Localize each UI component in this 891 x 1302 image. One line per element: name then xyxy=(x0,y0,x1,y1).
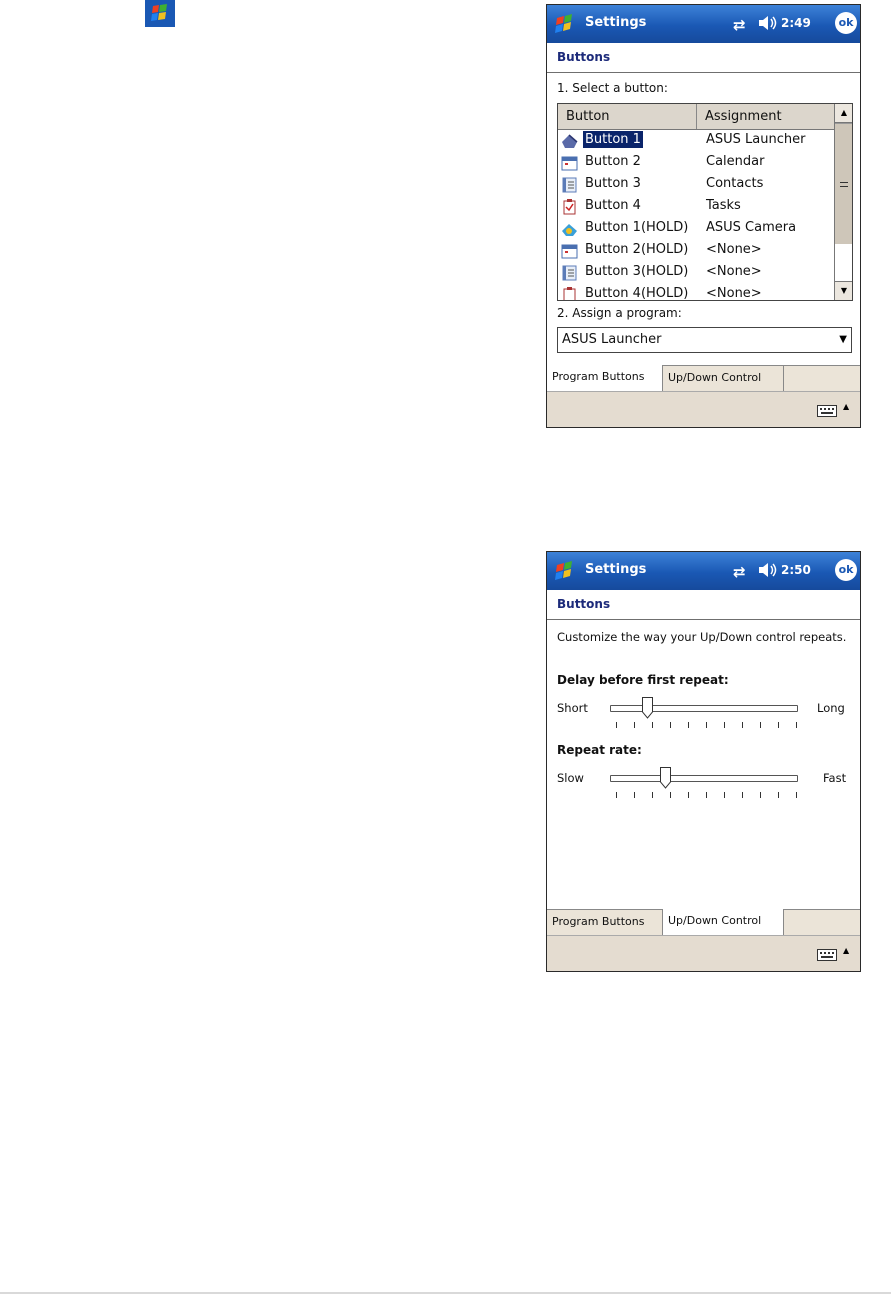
list-row-button-3-hold[interactable]: Button 3(HOLD) <None> xyxy=(558,262,834,284)
windows-start-icon[interactable] xyxy=(551,557,579,585)
scrollbar-track[interactable] xyxy=(835,244,853,281)
camera-icon xyxy=(561,221,578,237)
program-dropdown-value: ASUS Launcher xyxy=(562,332,662,347)
rate-max-label: Fast xyxy=(823,771,847,785)
list-row-button-4[interactable]: Button 4 Tasks xyxy=(558,196,834,218)
tasks-icon xyxy=(561,287,578,300)
list-row-button-2-hold[interactable]: Button 2(HOLD) <None> xyxy=(558,240,834,262)
volume-icon[interactable] xyxy=(757,15,779,31)
rate-min-label: Slow xyxy=(557,771,584,785)
delay-slider-thumb[interactable] xyxy=(642,697,653,719)
title-bar xyxy=(547,5,860,43)
clock[interactable]: 2:50 xyxy=(781,563,811,577)
heading-bar xyxy=(547,43,860,73)
delay-min-label: Short xyxy=(557,701,588,715)
list-row-button-2[interactable]: Button 2 Calendar xyxy=(558,152,834,174)
page-heading: Buttons xyxy=(557,597,611,611)
assign-program-label: 2. Assign a program: xyxy=(557,306,682,320)
tab-up-down-control[interactable]: Up/Down Control xyxy=(663,366,784,391)
volume-icon[interactable] xyxy=(757,562,779,578)
delay-slider-track[interactable] xyxy=(610,705,798,712)
chevron-down-icon[interactable]: ▼ xyxy=(839,334,847,345)
windows-start-icon xyxy=(145,0,175,27)
connectivity-icon[interactable]: ⇄ xyxy=(733,16,746,34)
delay-slider-ticks xyxy=(616,722,798,730)
program-dropdown[interactable] xyxy=(557,327,852,353)
rate-slider-ticks xyxy=(616,792,798,800)
screen-up-down-control xyxy=(546,551,861,972)
tab-program-buttons[interactable]: Program Buttons xyxy=(547,910,663,935)
select-button-label: 1. Select a button: xyxy=(557,81,668,95)
scroll-down-arrow-icon[interactable]: ▼ xyxy=(835,281,853,300)
repeat-rate-label: Repeat rate: xyxy=(557,743,642,757)
keyboard-icon[interactable] xyxy=(817,949,837,961)
connectivity-icon[interactable]: ⇄ xyxy=(733,563,746,581)
list-row-button-1-hold[interactable]: Button 1(HOLD) ASUS Camera xyxy=(558,218,834,240)
title-bar xyxy=(547,552,860,590)
tab-strip xyxy=(547,365,860,392)
page-heading: Buttons xyxy=(557,50,611,64)
heading-bar xyxy=(547,590,860,620)
scroll-up-arrow-icon[interactable]: ▲ xyxy=(835,104,853,123)
delay-max-label: Long xyxy=(817,701,845,715)
ok-button[interactable]: ok xyxy=(835,559,857,581)
input-panel-arrow-icon[interactable]: ▲ xyxy=(843,402,850,411)
launcher-icon xyxy=(561,133,578,149)
menu-bar xyxy=(547,935,860,972)
calendar-icon xyxy=(561,155,578,171)
delay-label: Delay before first repeat: xyxy=(557,673,729,687)
contacts-icon xyxy=(561,265,578,281)
page-footer-rule xyxy=(0,1292,891,1294)
scrollbar-thumb[interactable] xyxy=(835,123,853,245)
calendar-icon xyxy=(561,243,578,259)
list-header xyxy=(558,104,834,130)
rate-slider-track[interactable] xyxy=(610,775,798,782)
description-text: Customize the way your Up/Down control repeats. xyxy=(557,630,847,644)
rate-slider-thumb[interactable] xyxy=(660,767,671,789)
clock[interactable]: 2:49 xyxy=(781,16,811,30)
tasks-icon xyxy=(561,199,578,215)
input-panel-arrow-icon[interactable]: ▲ xyxy=(843,946,850,955)
tab-program-buttons[interactable]: Program Buttons xyxy=(547,365,663,392)
column-header-assignment[interactable]: Assignment xyxy=(705,109,782,124)
menu-bar xyxy=(547,391,860,428)
windows-start-icon[interactable] xyxy=(551,10,579,38)
tab-strip xyxy=(547,909,860,936)
button-list xyxy=(557,103,853,301)
column-header-button[interactable]: Button xyxy=(558,104,697,129)
screen-program-buttons xyxy=(546,4,861,428)
tab-up-down-control[interactable]: Up/Down Control xyxy=(662,909,784,936)
list-scrollbar[interactable] xyxy=(834,104,853,300)
contacts-icon xyxy=(561,177,578,193)
list-row-button-1[interactable]: Button 1 ASUS Launcher xyxy=(558,130,834,152)
app-title: Settings xyxy=(585,562,647,577)
list-row-button-3[interactable]: Button 3 Contacts xyxy=(558,174,834,196)
keyboard-icon[interactable] xyxy=(817,405,837,417)
list-row-button-4-hold[interactable]: Button 4(HOLD) <None> xyxy=(558,284,834,300)
app-title: Settings xyxy=(585,15,647,30)
ok-button[interactable]: ok xyxy=(835,12,857,34)
